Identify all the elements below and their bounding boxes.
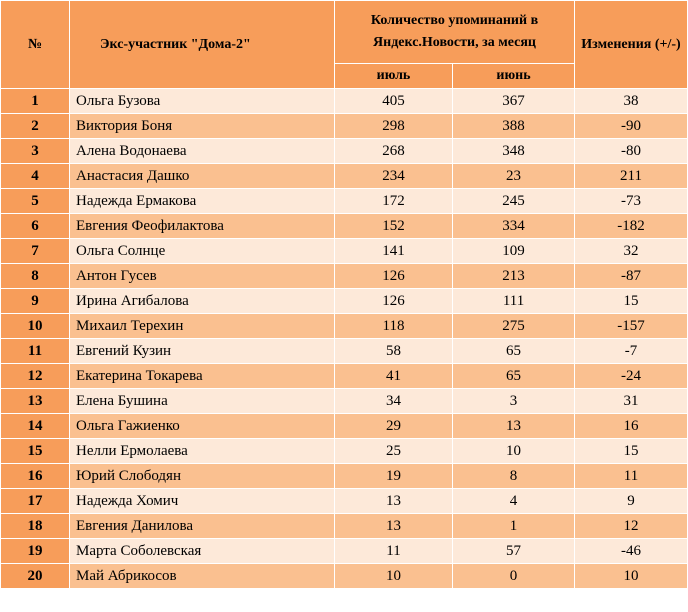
july-mentions: 141 [335,239,453,264]
participant-name: Май Абрикосов [70,564,335,589]
july-mentions: 58 [335,339,453,364]
mentions-change: 15 [575,439,688,464]
june-mentions: 348 [453,139,575,164]
july-mentions: 19 [335,464,453,489]
participant-name: Ирина Агибалова [70,289,335,314]
mentions-change: -87 [575,264,688,289]
row-number: 7 [1,239,70,264]
july-mentions: 10 [335,564,453,589]
row-number: 15 [1,439,70,464]
header-name: Экс-участник "Дома-2" [70,1,335,89]
row-number: 19 [1,539,70,564]
june-mentions: 65 [453,364,575,389]
june-mentions: 275 [453,314,575,339]
mentions-change: 15 [575,289,688,314]
table-row [1,539,688,564]
mentions-change: -157 [575,314,688,339]
mentions-change: 16 [575,414,688,439]
row-number: 12 [1,364,70,389]
table-row [1,464,688,489]
table-row [1,564,688,589]
row-number: 4 [1,164,70,189]
participant-name: Евгения Феофилактова [70,214,335,239]
participant-name: Ольга Бузова [70,89,335,114]
june-mentions: 109 [453,239,575,264]
mentions-change: 11 [575,464,688,489]
july-mentions: 126 [335,289,453,314]
july-mentions: 25 [335,439,453,464]
table-row [1,514,688,539]
june-mentions: 13 [453,414,575,439]
july-mentions: 234 [335,164,453,189]
row-number: 2 [1,114,70,139]
participant-name: Нелли Ермолаева [70,439,335,464]
june-mentions: 57 [453,539,575,564]
participant-name: Антон Гусев [70,264,335,289]
row-number: 18 [1,514,70,539]
mentions-change: -46 [575,539,688,564]
table-row [1,264,688,289]
row-number: 10 [1,314,70,339]
table-row [1,164,688,189]
july-mentions: 41 [335,364,453,389]
mentions-change: -80 [575,139,688,164]
mentions-change: -24 [575,364,688,389]
june-mentions: 245 [453,189,575,214]
june-mentions: 213 [453,264,575,289]
table-row [1,414,688,439]
participant-name: Евгений Кузин [70,339,335,364]
june-mentions: 388 [453,114,575,139]
header-july: июль [335,64,453,89]
table-row [1,289,688,314]
july-mentions: 405 [335,89,453,114]
table-row [1,114,688,139]
participant-name: Надежда Хомич [70,489,335,514]
june-mentions: 1 [453,514,575,539]
table-row [1,314,688,339]
june-mentions: 10 [453,439,575,464]
table-row [1,214,688,239]
row-number: 17 [1,489,70,514]
row-number: 14 [1,414,70,439]
mentions-change: -182 [575,214,688,239]
table-body [1,89,688,589]
table-row [1,439,688,464]
participant-name: Алена Водонаева [70,139,335,164]
june-mentions: 0 [453,564,575,589]
table-row [1,139,688,164]
header-mentions: Количество упоминаний в Яндекс.Новости, за месяц [335,1,575,64]
header-num: № [1,1,70,89]
row-number: 16 [1,464,70,489]
july-mentions: 126 [335,264,453,289]
mentions-change: -73 [575,189,688,214]
june-mentions: 3 [453,389,575,414]
july-mentions: 118 [335,314,453,339]
june-mentions: 8 [453,464,575,489]
participant-name: Елена Бушина [70,389,335,414]
header-june: июнь [453,64,575,89]
participant-name: Евгения Данилова [70,514,335,539]
participant-name: Михаил Терехин [70,314,335,339]
mentions-change: 211 [575,164,688,189]
row-number: 9 [1,289,70,314]
june-mentions: 23 [453,164,575,189]
july-mentions: 268 [335,139,453,164]
header-change: Изменения (+/-) [575,1,688,89]
july-mentions: 13 [335,489,453,514]
row-number: 11 [1,339,70,364]
mentions-change: -90 [575,114,688,139]
participant-name: Анастасия Дашко [70,164,335,189]
june-mentions: 65 [453,339,575,364]
mentions-change: 38 [575,89,688,114]
june-mentions: 111 [453,289,575,314]
july-mentions: 298 [335,114,453,139]
mentions-change: 10 [575,564,688,589]
row-number: 6 [1,214,70,239]
table-row [1,339,688,364]
row-number: 3 [1,139,70,164]
participant-name: Екатерина Токарева [70,364,335,389]
row-number: 5 [1,189,70,214]
table-row [1,389,688,414]
mentions-change: 12 [575,514,688,539]
june-mentions: 367 [453,89,575,114]
july-mentions: 152 [335,214,453,239]
participant-name: Марта Соболевская [70,539,335,564]
table-row [1,239,688,264]
participant-name: Виктория Боня [70,114,335,139]
mentions-change: 9 [575,489,688,514]
mentions-change: 31 [575,389,688,414]
participant-name: Юрий Слободян [70,464,335,489]
row-number: 20 [1,564,70,589]
participant-name: Ольга Гажиенко [70,414,335,439]
row-number: 8 [1,264,70,289]
row-number: 13 [1,389,70,414]
june-mentions: 334 [453,214,575,239]
table-row [1,189,688,214]
mentions-change: 32 [575,239,688,264]
table-row [1,364,688,389]
july-mentions: 13 [335,514,453,539]
participant-name: Ольга Солнце [70,239,335,264]
july-mentions: 29 [335,414,453,439]
table-row [1,89,688,114]
mentions-change: -7 [575,339,688,364]
july-mentions: 11 [335,539,453,564]
july-mentions: 172 [335,189,453,214]
table-row [1,489,688,514]
participant-name: Надежда Ермакова [70,189,335,214]
june-mentions: 4 [453,489,575,514]
july-mentions: 34 [335,389,453,414]
row-number: 1 [1,89,70,114]
